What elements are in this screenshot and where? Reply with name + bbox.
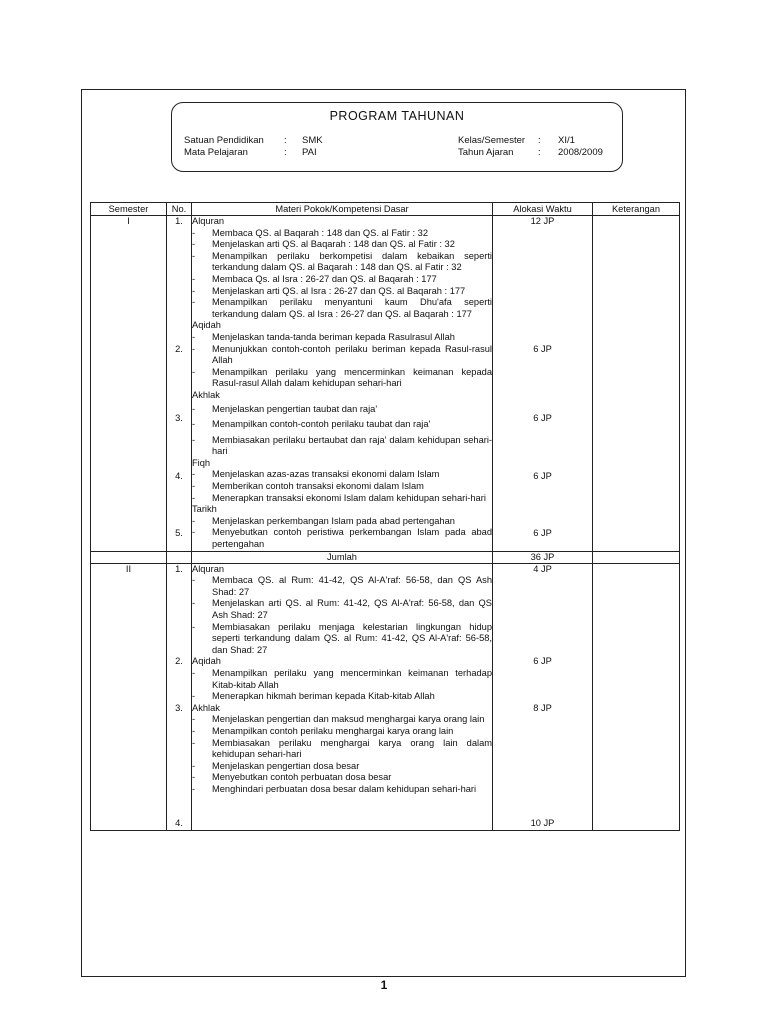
list-item: - Menjelaskan pengertian dosa besar <box>192 760 360 771</box>
section-title: Alquran <box>192 216 225 226</box>
section-aqidah <box>192 320 492 390</box>
list-item: - Membaca QS. al Rum: 41-42, QS Al-A'raf: 56-58, dan QS Ash Shad: 27 <box>192 575 492 597</box>
list-item: - Menampilkan perilaku yang mencerminkan keimanan terhadap Kitab-kitab Allah <box>192 667 492 690</box>
number-cell: 1. 2. 3. 4. <box>167 563 192 830</box>
program-table <box>90 202 680 831</box>
list-item: - Membiasakan perilaku menghargai karya orang lain dalam kehidupan sehari-hari <box>192 737 492 760</box>
info-value: 2008/2009 <box>558 147 603 158</box>
section-title: Fiqh <box>192 457 211 468</box>
list-item: - Menjelaskan arti QS. al Isra : 26-27 dan QS. al Baqarah : 177 <box>192 285 466 296</box>
page-number: 1 <box>380 978 388 992</box>
list-item: - Memberikan contoh transaksi ekonomi dalam Islam <box>192 481 424 492</box>
column-header: Semester <box>91 203 167 216</box>
section-title: Akhlak <box>192 389 220 400</box>
list-item: - Menjelaskan pengertian taubat dan raja' <box>192 403 378 414</box>
info-value: SMK <box>302 135 323 146</box>
header-right-info: Kelas/Semester : XI/1 Tahun Ajaran : 2008/2009 <box>458 135 603 158</box>
column-header: Materi Pokok/Kompetensi Dasar <box>192 203 493 216</box>
column-header: Alokasi Waktu <box>493 203 593 216</box>
section-akhlak <box>192 703 492 796</box>
alokasi-cell: 4 JP 6 JP 8 JP 10 JP <box>493 563 593 830</box>
section-alquran <box>192 564 492 657</box>
header-left-info: Satuan Pendidikan : SMK Mata Pelajaran : PAI <box>184 135 323 158</box>
semester-row <box>91 216 680 552</box>
list-item: - Menerapkan hikmah beriman kepada Kitab-kitab Allah <box>192 691 435 702</box>
section-fiqh <box>192 458 492 504</box>
section-aqidah <box>192 656 492 702</box>
list-item: - Menampilkan perilaku menyantuni kaum Dhu'afa seperti terkandung dalam QS. al Isra : 26-27 dan QS. al Baqarah : 177 <box>192 297 492 319</box>
section-alquran <box>192 216 492 320</box>
alokasi-cell: 12 JP 6 JP 6 JP 6 JP 6 JP <box>493 216 593 552</box>
list-item: - Menampilkan contoh perilaku menghargai karya orang lain <box>192 725 454 736</box>
number-cell: 1. 2. 3. 4. 5. <box>167 216 192 552</box>
list-item: - Menyebutkan contoh perbuatan dosa besar <box>192 772 392 783</box>
section-title: Aqidah <box>192 320 221 331</box>
column-header: Keterangan <box>593 203 680 216</box>
table-header-row <box>91 203 680 216</box>
list-item: - Membiasakan perilaku menjaga kelestarian lingkungan hidup seperti terkandung dalam QS. al Rum: 41-42, QS Al-A'raf: 56-58, dan Shad: 27 <box>192 621 492 655</box>
jumlah-label: Jumlah <box>192 551 493 563</box>
section-title: Alquran <box>192 563 225 574</box>
keterangan-cell <box>593 563 680 830</box>
list-item: - Menerapkan transaksi ekonomi Islam dalam kehidupan sehari-hari <box>192 492 486 503</box>
semester-cell: I <box>91 216 167 552</box>
list-item: - Menghindari perbuatan dosa besar dalam kehidupan sehari-hari <box>192 783 477 794</box>
materi-cell <box>192 216 493 552</box>
info-label: Satuan Pendidikan <box>184 135 264 146</box>
list-item: - Menampilkan contoh-contoh perilaku taubat dan raja' <box>192 419 431 430</box>
document-title: PROGRAM TAHUNAN <box>329 109 465 123</box>
section-akhlak <box>192 390 492 458</box>
semester-row <box>91 563 680 830</box>
list-item: - Membaca QS. al Baqarah : 148 dan QS. al Fatir : 32 <box>192 227 429 238</box>
section-title: Tarikh <box>192 504 217 515</box>
info-value: XI/1 <box>558 135 575 146</box>
section-title: Aqidah <box>192 656 221 667</box>
list-item: - Menunjukkan contoh-contoh perilaku beriman kepada Rasul-rasul Allah <box>192 343 492 366</box>
info-label: Tahun Ajaran <box>458 147 514 158</box>
list-item: - Menampilkan perilaku berkompetisi dalam kebaikan seperti terkandung dalam QS. al Baqarah : 148 dan QS. al Fatir : 32 <box>192 250 492 273</box>
list-item: - Membaca Qs. al Isra : 26-27 dan QS. al Baqarah : 177 <box>192 273 437 284</box>
list-item: - Menjelaskan pengertian dan maksud menghargai karya orang lain <box>192 714 485 725</box>
info-label: Mata Pelajaran <box>184 147 248 158</box>
materi-cell <box>192 563 493 830</box>
column-header: No. <box>167 203 192 216</box>
semester-cell: II <box>91 563 167 830</box>
list-item: - Menjelaskan tanda-tanda beriman kepada Rasulrasul Allah <box>192 331 455 342</box>
list-item: - Menjelaskan azas-azas transaksi ekonomi dalam Islam <box>192 469 440 480</box>
jumlah-row <box>91 551 680 563</box>
jumlah-value: 36 JP <box>493 551 593 563</box>
keterangan-cell <box>593 216 680 552</box>
list-item: - Menjelaskan perkembangan Islam pada abad pertengahan <box>192 515 455 526</box>
list-item: - Menyebutkan contoh peristiwa perkembangan Islam pada abad pertengahan <box>192 527 492 550</box>
section-title: Akhlak <box>192 702 220 713</box>
list-item: - Menjelaskan arti QS. al Rum: 41-42, QS Al-A'raf: 56-58, dan QS Ash Shad: 27 <box>192 598 492 620</box>
info-label: Kelas/Semester <box>458 135 526 146</box>
list-item: - Menjelaskan arti QS. al Baqarah : 148 dan QS. al Fatir : 32 <box>192 239 455 250</box>
section-tarikh <box>192 504 492 550</box>
list-item: - Menampilkan perilaku yang mencerminkan keimanan kepada Rasul-rasul Allah dalam kehidupan sehari-hari <box>192 366 492 389</box>
list-item: - Membiasakan perilaku bertaubat dan raja' dalam kehidupan sehari-hari <box>192 434 492 457</box>
info-value: PAI <box>302 147 317 158</box>
